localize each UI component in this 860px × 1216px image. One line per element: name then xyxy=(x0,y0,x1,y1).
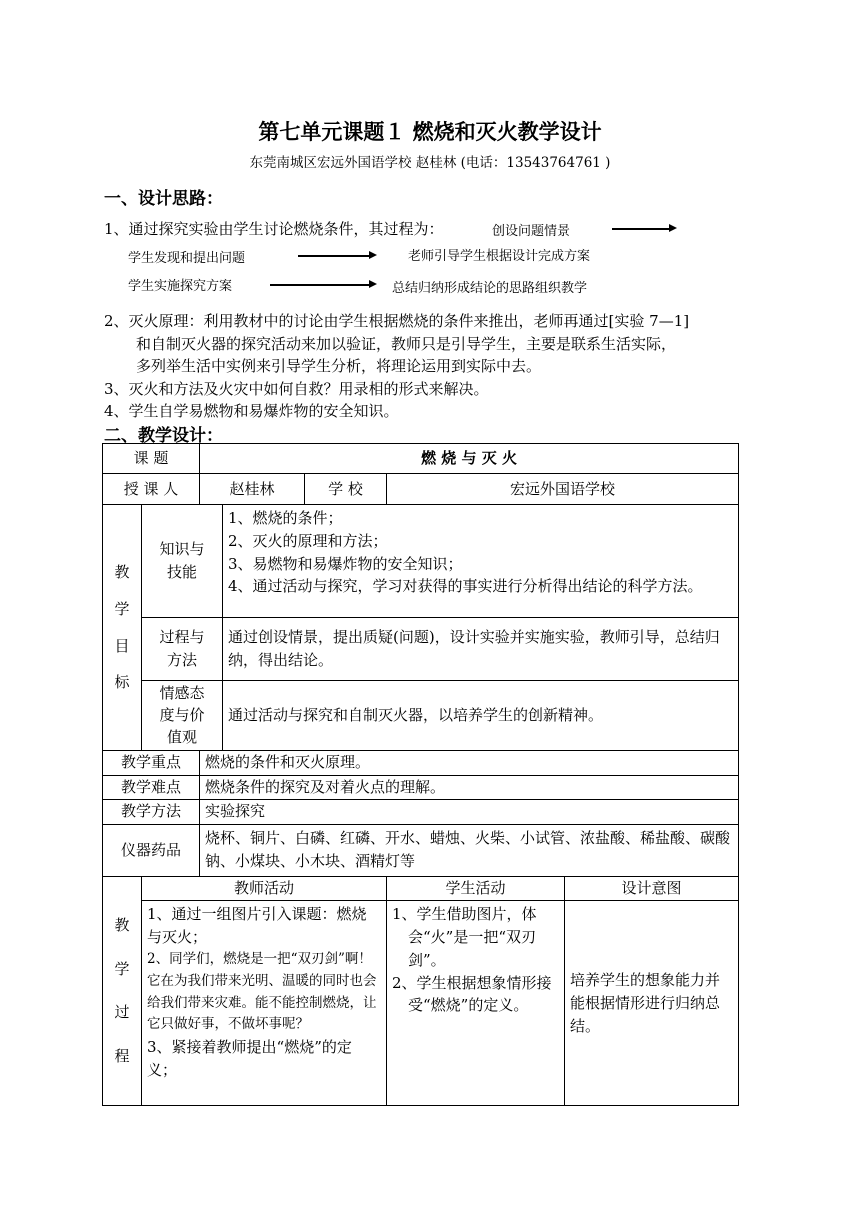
goal-label-knowledge xyxy=(142,505,223,618)
item2-line3: 多列举生活中实例来引导学生分析，将理论运用到实际中去。 xyxy=(136,357,542,375)
page-title: 第七单元课题１ 燃烧和灭火教学设计 xyxy=(258,119,602,144)
goal-process-content: 通过创设情景，提出质疑(问题)，设计实验并实施实验，教师引导，总结归纳，得出结论。 xyxy=(223,618,739,681)
flow-arrow-icon xyxy=(270,284,370,286)
goal-knowledge-line: 1、燃烧的条件； xyxy=(228,509,343,527)
flow-step-4: 学生实施探究方案 xyxy=(128,279,233,294)
teacher-label: 授 课 人 xyxy=(103,474,200,505)
item2-line2: 和自制灭火器的探究活动来加以验证，教师只是引导学生，主要是联系生活实际， xyxy=(136,335,677,353)
teacher-activity-item: 1、通过一组图片引入课题：燃烧与灭火； xyxy=(147,905,367,947)
teacher-activity-cell xyxy=(142,901,387,1106)
school-value: 宏远外国语学校 xyxy=(387,474,739,505)
school-label: 学 校 xyxy=(305,474,387,505)
goal-knowledge-line: 2、灭火的原理和方法； xyxy=(228,531,388,550)
student-activity-item: 2、学生根据想象情形接受“燃烧”的定义。 xyxy=(392,973,552,1015)
method-label: 教学方法 xyxy=(103,800,200,825)
process-label xyxy=(103,876,142,1106)
goal-label-process-text: 过程与方法 xyxy=(159,628,205,669)
student-activity-item: 1、学生借助图片，体会“火”是一把“双刃剑”。 xyxy=(392,905,537,969)
goal-knowledge-content xyxy=(223,505,739,618)
topic-label: 课 题 xyxy=(103,444,200,474)
goals-label xyxy=(103,505,142,751)
teacher-activity-item: 3、紧接着教师提出“燃烧”的定义； xyxy=(147,1038,352,1080)
goal-label-process xyxy=(142,618,223,681)
teacher-value: 赵桂林 xyxy=(200,474,305,505)
design-intent-cell: 培养学生的想象能力并能根据情形进行归纳总结。 xyxy=(565,901,739,1106)
key-point-value: 燃烧的条件和灭火原理。 xyxy=(200,751,739,776)
materials-value: 烧杯、铜片、白磷、红磷、开水、蜡烛、火柴、小试管、浓盐酸、稀盐酸、碳酸钠、小煤块、小木块、酒精灯等 xyxy=(200,824,739,876)
teacher-activity-item: 2、同学们，燃烧是一把“双刃剑”啊！它在为我们带来光明、温暖的同时也会给我们带来灾难。能不能控制燃烧，让它只做好事，不做坏事呢？ xyxy=(147,950,377,1033)
item1-lead: 1、通过探究实验由学生讨论燃烧条件，其过程为： xyxy=(104,220,444,238)
difficulty-value: 燃烧条件的探究及对着火点的理解。 xyxy=(200,775,739,800)
author-line: 东莞南城区宏远外国语学校 赵桂林 (电话：13543764761 ) xyxy=(249,155,611,171)
item3: 3、灭火和方法及火灾中如何自救？用录相的形式来解决。 xyxy=(104,380,489,398)
flow-arrow-icon xyxy=(298,255,370,257)
flow-step-1: 创设问题情景 xyxy=(492,224,571,239)
header-student-activity: 学生活动 xyxy=(387,876,565,901)
flow-step-2: 学生发现和提出问题 xyxy=(128,251,246,266)
goals-label-text: 教学目标 xyxy=(114,563,130,692)
student-activity-cell xyxy=(387,901,565,1106)
goal-label-knowledge-text: 知识与技能 xyxy=(159,540,205,581)
goal-label-attitude-text: 情感态度与价值观 xyxy=(159,684,205,746)
goal-knowledge-line: 4、通过活动与探究，学习对获得的事实进行分析得出结论的科学方法。 xyxy=(228,577,703,596)
goal-label-attitude xyxy=(142,681,223,751)
section1-heading: 一、设计思路： xyxy=(104,189,223,209)
teaching-design-table xyxy=(102,443,739,1106)
header-teacher-activity: 教师活动 xyxy=(142,876,387,901)
method-value: 实验探究 xyxy=(200,800,739,825)
section2-heading: 二、教学设计： xyxy=(104,426,223,446)
goal-knowledge-line: 3、易燃物和易爆炸物的安全知识； xyxy=(228,554,463,573)
process-label-text: 教学过程 xyxy=(114,916,130,1065)
goal-attitude-content: 通过活动与探究和自制灭火器，以培养学生的创新精神。 xyxy=(223,681,739,751)
item2-line1: 2、灭火原理：利用教材中的讨论由学生根据燃烧的条件来推出，老师再通过[实验 7—1] xyxy=(104,312,690,330)
header-design-intent: 设计意图 xyxy=(565,876,739,901)
item4: 4、学生自学易燃物和易爆炸物的安全知识。 xyxy=(104,402,399,420)
materials-label: 仪器药品 xyxy=(103,824,200,876)
key-point-label: 教学重点 xyxy=(103,751,200,776)
topic-value: 燃 烧 与 灭 火 xyxy=(200,444,739,474)
flow-step-5: 总结归纳形成结论的思路组织教学 xyxy=(392,281,588,296)
flow-step-3: 老师引导学生根据设计完成方案 xyxy=(408,249,591,264)
difficulty-label: 教学难点 xyxy=(103,775,200,800)
flow-arrow-icon xyxy=(612,228,670,230)
